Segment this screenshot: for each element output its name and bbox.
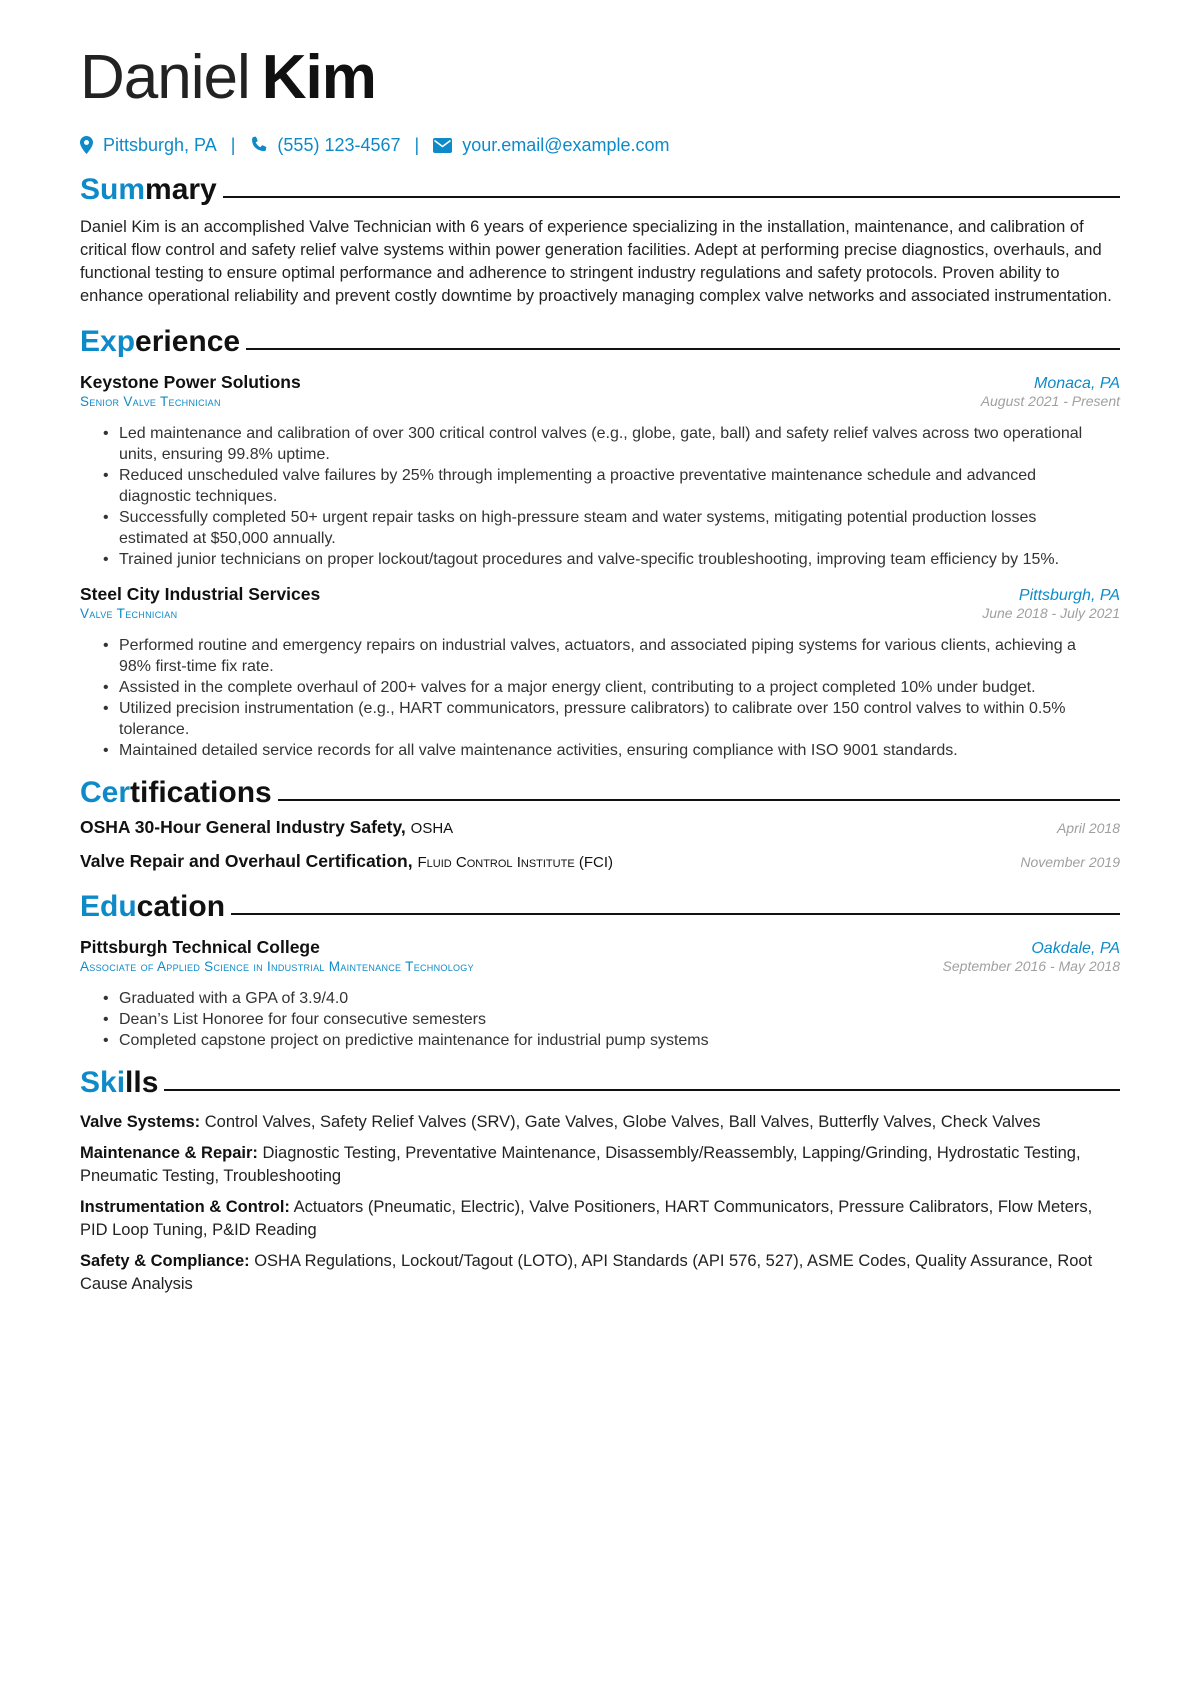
section-title xyxy=(80,1066,158,1100)
section-heading xyxy=(80,773,1120,813)
list-item: • Completed capstone project on predictive maintenance for industrial pump systems xyxy=(119,1030,1120,1051)
candidate-name xyxy=(80,40,1120,116)
school-location: Oakdale, PA xyxy=(1031,940,1120,957)
entry-subheader-row xyxy=(80,393,1120,409)
certification-item: Valve Repair and Overhaul Certification, Fluid Control Institute (FCI) November 2019 xyxy=(80,851,1120,871)
section-title xyxy=(80,776,272,810)
entry-subheader-row xyxy=(80,958,1120,974)
last-name: Kim xyxy=(261,43,376,112)
entry-header-row xyxy=(80,584,1120,605)
bullet-list xyxy=(80,423,1120,570)
skill-label: Safety & Compliance: xyxy=(80,1252,250,1270)
separator: | xyxy=(230,134,236,155)
certification-date: November 2019 xyxy=(1020,854,1120,870)
bullet-list xyxy=(80,635,1120,761)
contact-email[interactable] xyxy=(433,135,669,156)
section-title xyxy=(80,325,240,359)
phone-text: (555) 123-4567 xyxy=(277,134,401,155)
entry-header-row xyxy=(80,937,1120,958)
skills-section xyxy=(80,1063,1120,1296)
skill-label: Maintenance & Repair: xyxy=(80,1144,258,1162)
degree-title: Associate of Applied Science in Industrial Maintenance Technology xyxy=(80,959,474,974)
skill-row xyxy=(80,1196,1120,1242)
company-location: Pittsburgh, PA xyxy=(1018,587,1120,604)
skill-row xyxy=(80,1250,1120,1296)
section-title xyxy=(80,890,225,924)
education-entry xyxy=(80,937,1120,1051)
job-title: Valve Technician xyxy=(80,606,178,621)
skill-items: OSHA Regulations, Lockout/Tagout (LOTO), API Standards (API 576, 527), ASME Codes, Quality Assurance, Root Cause Analysis xyxy=(80,1252,1093,1293)
title-rest: lls xyxy=(125,1066,159,1099)
skill-row xyxy=(80,1142,1120,1188)
certifications-section xyxy=(80,773,1120,881)
skill-items: Control Valves, Safety Relief Valves (SRV), Gate Valves, Globe Valves, Ball Valves, Butterfly Valves, Check Valves xyxy=(204,1113,1041,1131)
title-accent: Edu xyxy=(80,890,137,923)
entry-subheader-row xyxy=(80,605,1120,621)
section-rule xyxy=(246,348,1120,350)
certification-name: OSHA 30-Hour General Industry Safety xyxy=(80,817,401,837)
email-text: your.email@example.com xyxy=(462,134,670,155)
list-item: • Maintained detailed service records for all valve maintenance activities, ensuring compliance with ISO 9001 standards. xyxy=(119,740,1120,761)
experience-entry xyxy=(80,584,1120,761)
title-rest: erience xyxy=(135,325,241,358)
job-dates: June 2018 - July 2021 xyxy=(982,605,1120,621)
list-item: • Graduated with a GPA of 3.9/4.0 xyxy=(119,988,1120,1009)
title-rest: tifications xyxy=(130,776,272,809)
education-dates: September 2016 - May 2018 xyxy=(942,958,1120,974)
entry-header-row xyxy=(80,372,1120,393)
title-accent: Sum xyxy=(80,173,146,206)
job-title: Senior Valve Technician xyxy=(80,394,221,409)
title-rest: cation xyxy=(136,890,226,923)
section-rule xyxy=(223,196,1120,198)
skill-items: Actuators (Pneumatic, Electric), Valve Positioners, HART Communicators, Pressure Calibrators, Flow Meters, PID Loop Tuning, P&ID Reading xyxy=(80,1198,1093,1239)
title-accent: Ski xyxy=(80,1066,126,1099)
certification-name: Valve Repair and Overhaul Certification xyxy=(80,851,408,871)
contact-line xyxy=(80,130,1120,160)
experience-section xyxy=(80,322,1120,761)
section-title xyxy=(80,173,217,207)
school-name: Pittsburgh Technical College xyxy=(80,937,320,957)
resume-page xyxy=(80,40,1120,1296)
skill-label: Valve Systems: xyxy=(80,1113,201,1131)
list-item: • Utilized precision instrumentation (e.g., HART communicators, pressure calibrators) to calibrate over 150 control valves to within 0.5% tolerance. xyxy=(119,698,1120,740)
list-item: • Performed routine and emergency repairs on industrial valves, actuators, and associated piping systems for various clients, achieving a 98% first-time fix rate. xyxy=(119,635,1120,677)
education-section xyxy=(80,887,1120,1051)
location-text: Pittsburgh, PA xyxy=(103,134,217,155)
list-item: • Led maintenance and calibration of over 300 critical control valves (e.g., globe, gate, ball) and safety relief valves across two operational units, ensuring 99.8% uptime. xyxy=(119,423,1120,465)
bullet-list xyxy=(80,988,1120,1051)
summary-text: Daniel Kim is an accomplished Valve Technician with 6 years of experience specializing in the installation, maintenance, and calibration of critical flow control and safety relief valve systems within power generation facilities. Adept at performing precise diagnostics, overhauls, and functional testing to ensure optimal performance and adherence to stringent industry regulations and safety protocols. Proven ability to enhance operational reliability and prevent costly downtime by proactively managing complex valve networks and associated instrumentation. xyxy=(80,218,1112,305)
summary-section xyxy=(80,170,1120,308)
title-accent: Cer xyxy=(80,776,131,809)
first-name: Daniel xyxy=(80,43,250,112)
contact-phone[interactable] xyxy=(249,135,400,156)
certification-item: OSHA 30-Hour General Industry Safety, OSHA April 2018 xyxy=(80,817,1120,837)
certification-date: April 2018 xyxy=(1056,820,1120,836)
section-rule xyxy=(231,913,1120,915)
skill-row xyxy=(80,1111,1120,1134)
phone-icon xyxy=(249,136,267,154)
section-rule xyxy=(278,799,1120,801)
section-heading xyxy=(80,1063,1120,1103)
contact-location xyxy=(80,135,217,156)
list-item: • Reduced unscheduled valve failures by 25% through implementing a proactive preventative maintenance schedule and advanced diagnostic techniques. xyxy=(119,465,1120,507)
envelope-icon xyxy=(433,138,452,153)
certification-issuer: OSHA xyxy=(410,820,454,837)
job-dates: August 2021 - Present xyxy=(980,393,1120,409)
separator: | xyxy=(414,134,420,155)
company-location: Monaca, PA xyxy=(1034,375,1120,392)
title-rest: mary xyxy=(145,173,217,206)
company-name: Steel City Industrial Services xyxy=(80,584,321,604)
skill-label: Instrumentation & Control: xyxy=(80,1198,290,1216)
map-marker-icon xyxy=(80,136,93,154)
section-heading xyxy=(80,887,1120,927)
skill-items: Diagnostic Testing, Preventative Maintenance, Disassembly/Reassembly, Lapping/Grinding, Hydrostatic Testing, Pneumatic Testing, Troubleshooting xyxy=(80,1144,1081,1185)
certification-issuer: Fluid Control Institute (FCI) xyxy=(417,854,613,871)
list-item: • Successfully completed 50+ urgent repair tasks on high-pressure steam and water systems, mitigating potential production losses estimated at $50,000 annually. xyxy=(119,507,1120,549)
list-item: • Assisted in the complete overhaul of 200+ valves for a major energy client, contributing to a project completed 10% under budget. xyxy=(119,677,1120,698)
title-accent: Exp xyxy=(80,325,136,358)
section-heading xyxy=(80,170,1120,210)
list-item: • Dean’s List Honoree for four consecutive semesters xyxy=(119,1009,1120,1030)
list-item: • Trained junior technicians on proper lockout/tagout procedures and valve-specific troubleshooting, improving team efficiency by 15%. xyxy=(119,549,1120,570)
section-heading xyxy=(80,322,1120,362)
section-rule xyxy=(164,1089,1120,1091)
experience-entry xyxy=(80,372,1120,570)
company-name: Keystone Power Solutions xyxy=(80,372,301,392)
